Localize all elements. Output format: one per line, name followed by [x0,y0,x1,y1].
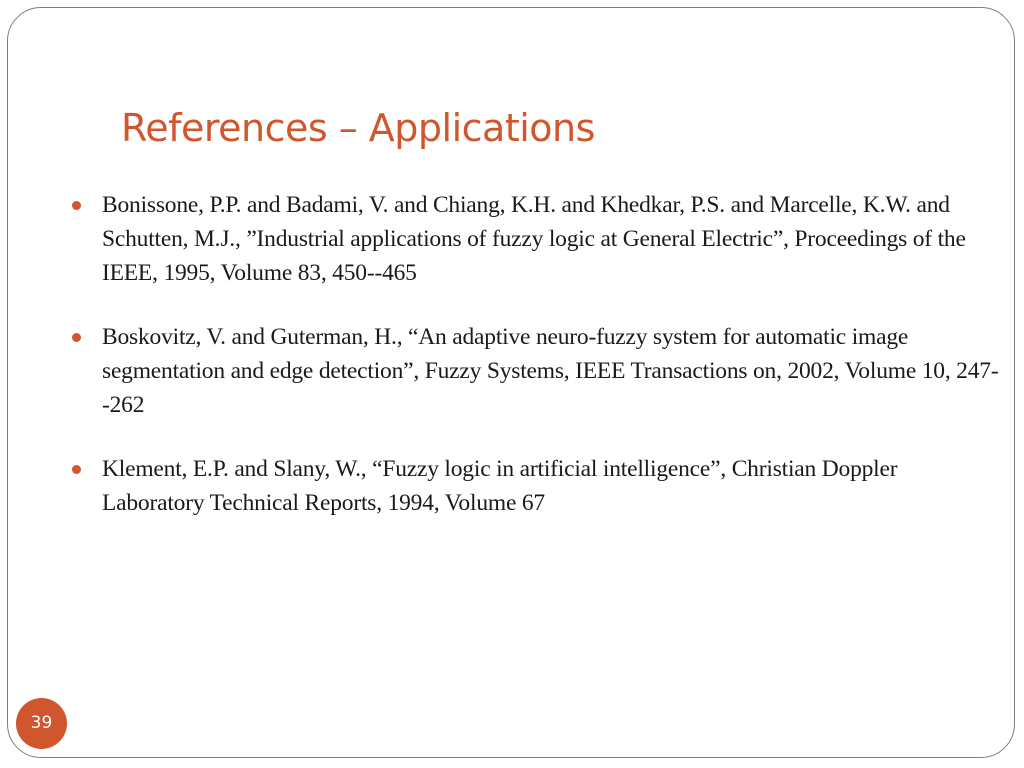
reference-item [70,452,1000,520]
slide-title: References – Applications [121,106,595,150]
references-list [70,188,1000,550]
page-number-badge: 39 [16,698,67,749]
reference-text: Bonissone, P.P. and Badami, V. and Chiang, K.H. and Khedkar, P.S. and Marcelle, K.W. and Schutten, M.J., ”Industrial applications of fuzzy logic at General Electric”, Proceedings of the IEEE, 1995, Volume 83, 450--465 [102,192,966,286]
reference-text: Klement, E.P. and Slany, W., “Fuzzy logic in artificial intelligence”, Christian Doppler Laboratory Technical Reports, 1994, Volume 67 [102,456,898,516]
bullet-icon [72,333,81,342]
bullet-icon [72,465,81,474]
reference-item [70,188,1000,290]
slide-frame [7,7,1015,758]
reference-text: Boskovitz, V. and Guterman, H., “An adaptive neuro-fuzzy system for automatic image segmentation and edge detection”, Fuzzy Systems, IEEE Transactions on, 2002, Volume 10, 247--262 [102,324,999,418]
bullet-icon [72,201,81,210]
reference-item [70,320,1000,422]
